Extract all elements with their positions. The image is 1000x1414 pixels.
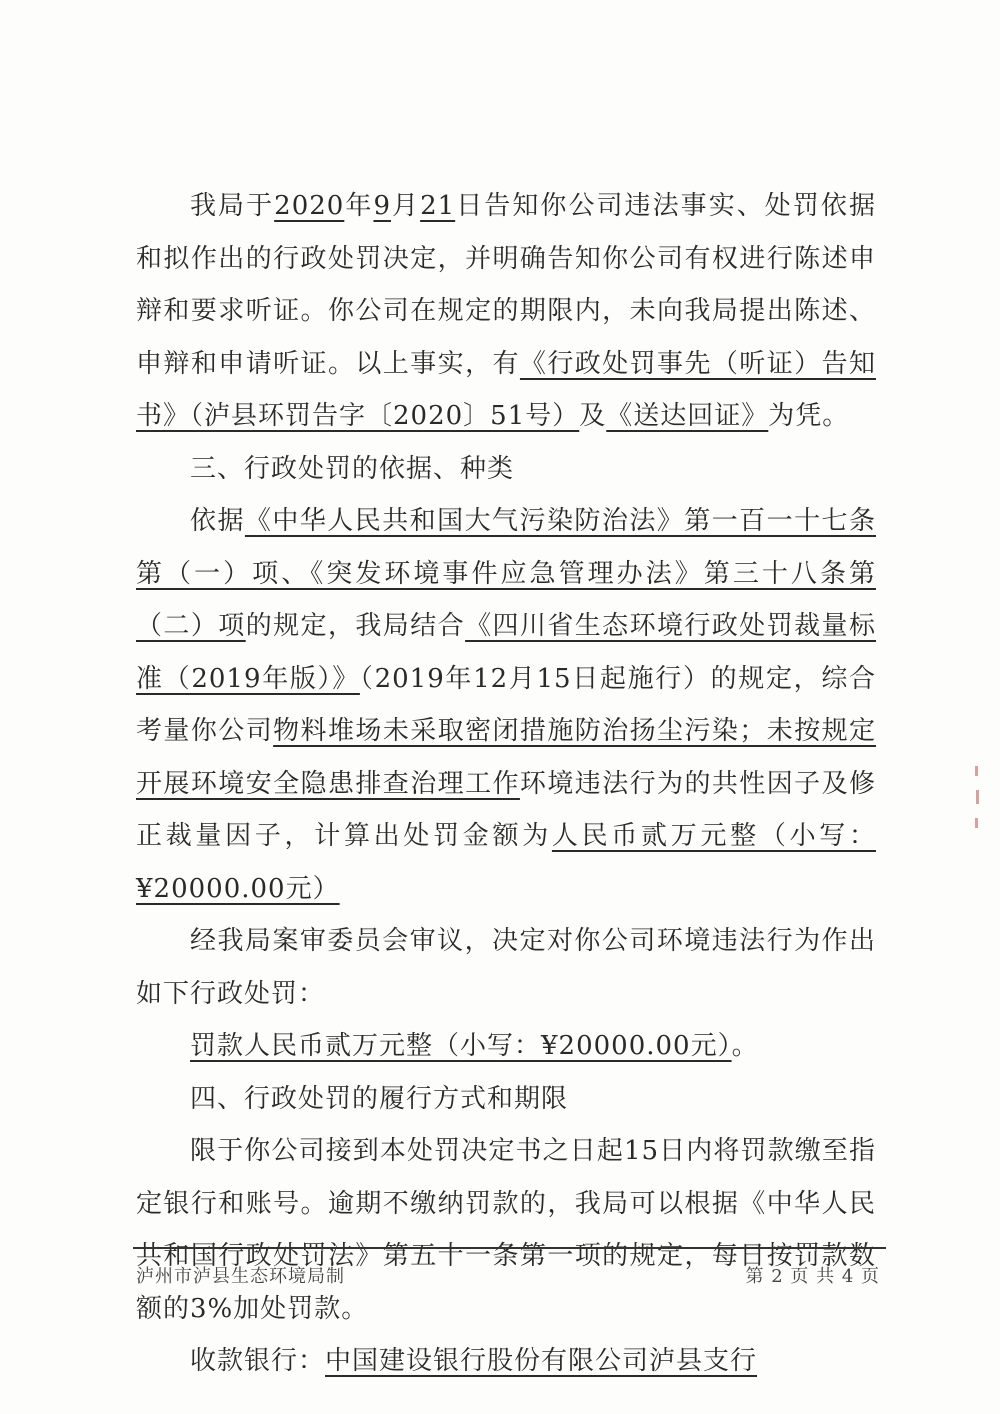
text: 日告知你公司违法事实、处罚依据和拟作出的行政处罚决定，并明确告知你公司有权进行陈述申辩和要求听证。你公司在规定的期限内，未向我局提出陈述、申辩和申请听证。以上事实，有 — [136, 191, 876, 379]
text: （2019年12月15日起施行）的规定，综合考量你公司 — [136, 663, 876, 746]
text: 为凭。 — [768, 401, 850, 431]
text: 月 — [390, 191, 421, 221]
penalty-amount: 人民币贰万元整（小写：¥20000.00元） — [136, 821, 876, 904]
paragraph-decision: 经我局案审委员会审议，决定对你公司环境违法行为作出如下行政处罚： — [136, 926, 876, 1009]
text: 我局于 — [190, 191, 275, 221]
paragraph-penalty — [136, 1020, 876, 1073]
footer-issuer: 泸州市泸县生态环境局制 — [136, 1266, 345, 1287]
text: 。 — [731, 1031, 759, 1061]
document-body — [136, 180, 876, 1388]
law-reference: 《中华人民共和国大气污染防治法》第一百一十七条第（一）项、《突发环境事件应急管理办法》第三十八条第（二）项 — [136, 506, 876, 641]
date-day: 21 — [420, 191, 456, 221]
paragraph-payment-terms: 限于你公司接到本处罚决定书之日起15日内将罚款缴至指定银行和账号。逾期不缴纳罚款的，我局可以根据《中华人民共和国行政处罚法》第五十一条第一项的规定，每日按罚款数额的3%加处罚款。 — [136, 1136, 876, 1324]
doc-reference-receipt: 《送达回证》 — [606, 401, 769, 431]
paragraph-legal-basis — [136, 495, 876, 915]
standard-reference: 《四川省生态环境行政处罚裁量标准（2019年版）》 — [136, 611, 876, 694]
footer-divider — [133, 1247, 886, 1249]
bank-name: 中国建设银行股份有限公司泸县支行 — [325, 1346, 758, 1376]
section-heading-4: 四、行政处罚的履行方式和期限 — [190, 1083, 569, 1114]
seal-edge-mark — [974, 760, 982, 840]
section-heading-3: 三、行政处罚的依据、种类 — [190, 453, 515, 484]
doc-reference-notice: 《行政处罚事先（听证）告知书》（泸县环罚告字〔2020〕51号） — [136, 348, 876, 431]
text: 及 — [579, 401, 607, 431]
bank-label: 收款银行： — [190, 1346, 326, 1376]
text: 的规定，我局结合 — [245, 611, 466, 641]
date-month: 9 — [373, 191, 391, 221]
text: 环境违法行为的共性因子及修正裁量因子，计算出处罚金额为 — [136, 768, 876, 851]
paragraph-bank — [136, 1335, 876, 1388]
penalty-text: 罚款人民币贰万元整（小写：¥20000.00元） — [190, 1031, 732, 1061]
text: 年 — [344, 191, 374, 221]
violation-facts: 物料堆场未采取密闭措施防治扬尘污染；未按规定开展环境安全隐患排查治理工作 — [136, 716, 876, 799]
paragraph-notification — [136, 180, 876, 443]
footer-page-number: 第 2 页 共 4 页 — [745, 1266, 880, 1287]
date-year: 2020 — [274, 191, 345, 221]
text: 依据 — [190, 506, 245, 536]
